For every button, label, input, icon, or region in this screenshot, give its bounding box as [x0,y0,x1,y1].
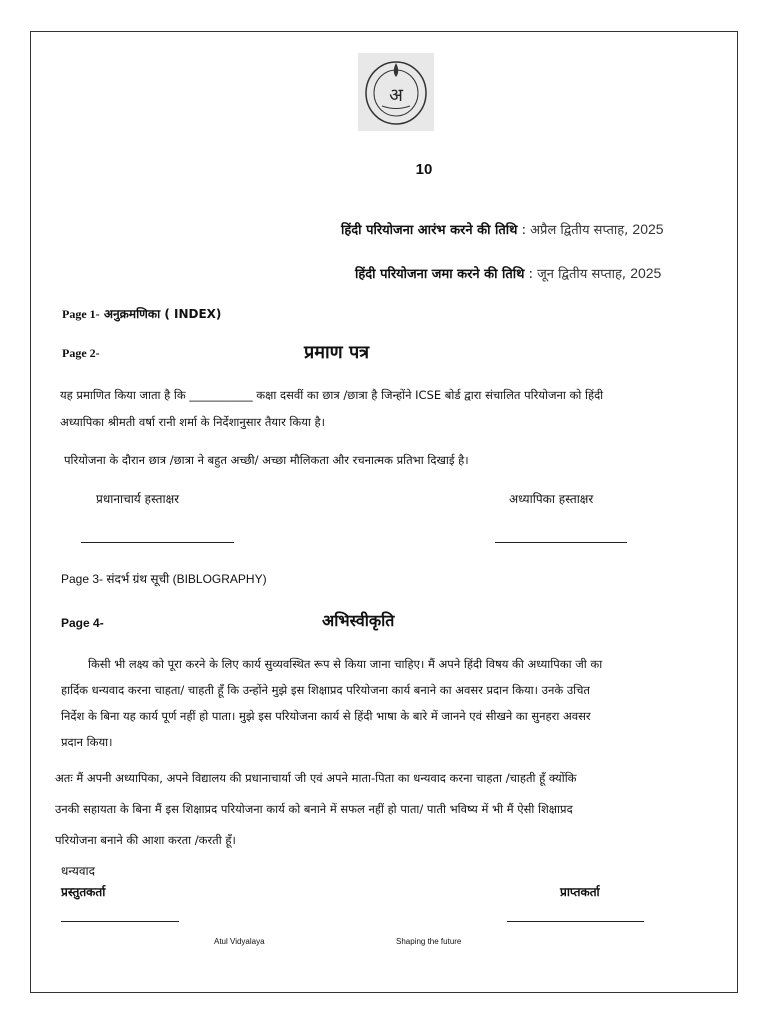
page3-label: Page 3- [61,572,104,586]
page3-text: संदर्भ ग्रंथ सूची (BIBLOGRAPHY) [106,572,267,586]
page4-para1-line: प्रदान किया। [61,735,113,749]
principal-signature-line [81,542,234,543]
page4-para2 [55,763,720,856]
presenter-signature-line [61,921,179,922]
class-number: 10 [415,161,433,178]
page1-text: अनुक्रमणिका ( INDEX) [103,307,222,321]
submit-date-label: हिंदी परियोजना जमा करने की तिथि [355,267,525,282]
page4-para2-line: परियोजना बनाने की आशा करता /करती हूँ। [55,833,236,847]
page3-heading [61,570,267,587]
page4-para1-line: निर्देश के बिना यह कार्य पूर्ण नहीं हो पाता। मुझे इस परियोजना कार्य से हिंदी भाषा के बारे में जानने एवं सीखने का सुनहरा अवसर [61,709,591,723]
page1-label: Page 1- [62,307,100,321]
start-date-sep: : [521,223,526,238]
page4-para2-line: अतः मैं अपनी अध्यापिका, अपने विद्यालय की प्रधानाचार्या जी एवं अपने माता-पिता का धन्यवाद करना चाहता /चाहती हूँ क्योंकि [55,771,577,785]
page2-label [62,346,100,361]
submit-date-month: जून द्वितीय सप्ताह, [537,267,627,282]
page2-para2: परियोजना के दौरान छात्र /छात्रा ने बहुत अच्छी/ अच्छा मौलिकता और रचनात्मक प्रतिभा दिखाई है। [64,453,469,467]
page1-heading [62,305,221,322]
presenter-label: प्रस्तुतकर्ता [61,885,106,899]
start-date-year: 2025 [632,221,664,237]
page2-title: प्रमाण पत्र [304,342,370,363]
school-emblem-icon [358,53,434,131]
submit-date-value [537,267,661,282]
thanks-text: धन्यवाद [61,864,96,878]
submit-date-line [355,264,661,282]
page4-para1-line: किसी भी लक्ष्य को पूरा करने के लिए कार्य सुव्यवस्थित रूप से किया जाना चाहिए। मैं अपने हिंदी विषय की अध्यापिका जी का [88,657,603,671]
principal-signature-label: प्रधानाचार्य हस्ताक्षर [96,492,180,506]
page4-label: Page 4- [61,616,104,630]
page4-title: अभिस्वीकृति [322,611,395,630]
start-date-label: हिंदी परियोजना आरंभ करने की तिथि [341,223,518,238]
teacher-signature-label: अध्यापिका हस्ताक्षर [509,492,594,506]
submit-date-year: 2025 [630,265,662,281]
page4-para1-line: हार्दिक धन्यवाद करना चाहता/ चाहती हूँ कि उन्होंने मुझे इस शिक्षाप्रद परियोजना कार्य बनाने का अवसर प्रदान किया। उनके उचित [61,683,590,697]
page4-para1 [61,651,726,755]
start-date-line [341,220,664,238]
submit-date-sep: : [528,267,534,282]
start-date-value [530,223,663,238]
start-date-month: अप्रैल द्वितीय सप्ताह, [530,223,629,238]
page2-label-text: Page 2- [62,346,100,360]
school-logo [358,53,434,131]
receiver-signature-line [507,921,644,922]
page4-para2-line: उनकी सहायता के बिना मैं इस शिक्षाप्रद परियोजना कार्य को बनाने में सफल नहीं हो पाता/ पाती भविष्य में भी मैं ऐसी शिक्षाप्रद [55,802,573,816]
page2-para1-line2: अध्यापिका श्रीमती वर्षा रानी शर्मा के निर्देशानुसार तैयार किया है। [60,415,326,429]
receiver-label: प्राप्तकर्ता [560,885,600,899]
footer-left: Atul Vidyalaya [214,937,265,946]
page2-para1-line1: यह प्रमाणित किया जाता है कि ___________ कक्षा दसवीं का छात्र /छात्रा है जिन्होंने ICSE बोर्ड द्वारा संचालित परियोजना को हिंदी [60,388,604,402]
teacher-signature-line [495,542,627,543]
footer-right: Shaping the future [396,937,462,946]
logo-monogram: अ [389,85,403,106]
